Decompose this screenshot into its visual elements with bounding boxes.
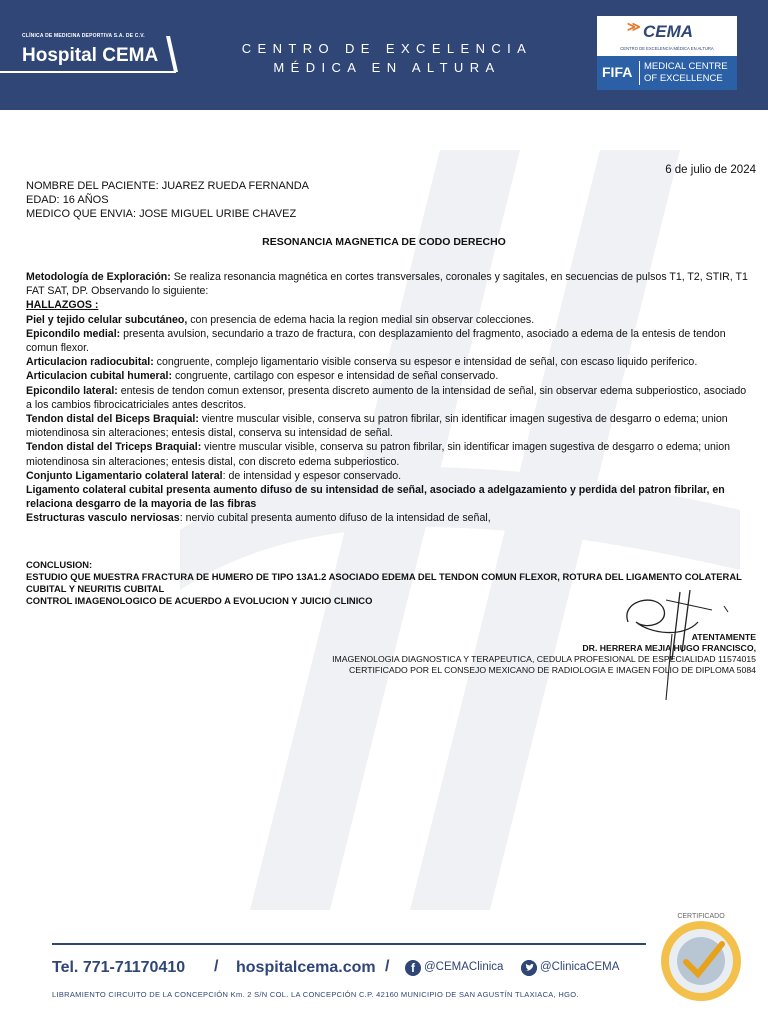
findings-heading: HALLAZGOS : — [26, 299, 99, 312]
patient-name-line — [26, 180, 309, 192]
fifa-logo-text: FIFA — [602, 64, 633, 80]
methodology-text: Se realiza resonancia magnética en cortes transversales, coronales y sagitales, en secuencias de pulsos T1, T2, STIR, T1 FAT SAT, DP. Observando lo siguiente: — [26, 271, 748, 298]
finding-label: Articulacion cubital humeral: — [26, 370, 172, 383]
finding-item — [26, 440, 751, 468]
finding-item — [26, 483, 751, 511]
center-motto — [232, 39, 542, 77]
finding-text: : nervio cubital presenta aumento difuso de la intensidad de señal, — [179, 512, 491, 525]
footer-separator: / — [385, 958, 390, 975]
footer-address: LIBRAMIENTO CIRCUITO DE LA CONCEPCIÓN Km. 2 S/N COL. LA CONCEPCIÓN C.P. 42160 MUNICIPIO DE SAN AGUSTÍN TLAXIACA, HGO. — [52, 990, 579, 999]
finding-text: vientre muscular visible, conserva su patron fibrilar, sin identificar imagen sugestiva de desgarro o edema; union miotendinosa sin alteraciones; entesis distal, conserva su intensidad de señal. — [26, 413, 728, 440]
twitter-icon — [521, 960, 537, 976]
conclusion-line-1: ESTUDIO QUE MUESTRA FRACTURA DE HUMERO DE TIPO 13A1.2 ASOCIADO EDEMA DEL TENDON COMUN FLEXOR, ROTURA DEL LIGAMENTO COLATERAL CUBITAL Y NEURITIS CUBITAL — [26, 571, 742, 594]
conclusion-heading: CONCLUSION: — [26, 559, 93, 570]
report-title: RESONANCIA MAGNETICA DE CODO DERECHO — [262, 236, 506, 248]
methodology-label: Metodología de Exploración: — [26, 271, 171, 283]
cema-swoosh-icon: ≫ — [627, 19, 641, 34]
facebook-icon: f — [405, 960, 421, 976]
footer-website: hospitalcema.com — [236, 959, 376, 976]
fifa-line-1: MEDICAL CENTRE — [644, 61, 728, 72]
footer-rule — [52, 943, 646, 945]
cema-subtitle: CENTRO DE EXCELENCIA MÉDICA EN ALTURA — [620, 46, 714, 51]
fifa-panel — [597, 56, 737, 90]
footer-twitter-handle: @ClinicaCEMA — [540, 961, 620, 973]
finding-label: Articulacion radiocubital: — [26, 356, 154, 369]
cema-logo-panel — [597, 16, 737, 56]
finding-label: Epicondilo lateral: — [26, 384, 118, 397]
footer-facebook-handle: @CEMAClinica — [424, 961, 504, 973]
conclusion-line-2: CONTROL IMAGENOLOGICO DE ACUERDO A EVOLUCION Y JUICIO CLINICO — [26, 595, 373, 606]
fifa-divider — [639, 61, 640, 85]
motto-line-1: CENTRO DE EXCELENCIA — [241, 41, 533, 56]
finding-text: vientre muscular visible, conserva su patron fibrilar, sin identificar imagen sugestiva de desgarro o edema; union miotendinosa sin alteraciones; entesis distal, con discreto edema subperiostico. — [26, 441, 731, 468]
finding-label: Epicondilo medial: — [26, 327, 121, 340]
finding-text: congruente, complejo ligamentario visible conserva su espesor e intensidad de señal, con escaso liquido periferico. — [153, 356, 698, 369]
finding-item — [26, 412, 751, 440]
fifa-medical-centre-text — [644, 61, 728, 84]
finding-text: con presencia de edema hacia la region medial sin observar colecciones. — [187, 313, 535, 326]
doctor-value: JOSE MIGUEL URIBE CHAVEZ — [139, 208, 297, 220]
finding-label: Tendon distal del Triceps Braquial: — [26, 441, 202, 454]
finding-label: Tendon distal del Biceps Braquial: — [26, 413, 199, 426]
cema-logo-text: CEMA — [643, 22, 694, 41]
certification-seal — [656, 906, 746, 1006]
signature-credential-1: IMAGENOLOGIA DIAGNOSTICA Y TERAPEUTICA, CEDULA PROFESIONAL DE ESPECIALIDAD 11574015 — [332, 654, 756, 664]
patient-value: JUAREZ RUEDA FERNANDA — [161, 180, 309, 192]
age-label: EDAD: — [26, 194, 60, 206]
finding-label: Estructuras vasculo nerviosas — [26, 512, 180, 525]
finding-text: : de intensidad y espesor conservado. — [222, 469, 402, 482]
finding-text: congruente, cartilago con espesor e intensidad de señal conservado. — [172, 370, 499, 383]
finding-label: Piel y tejido celular subcutáneo, — [26, 313, 188, 326]
finding-item — [26, 511, 751, 525]
fifa-cema-badge — [597, 16, 737, 90]
motto-line-2: MÉDICA EN ALTURA — [273, 60, 501, 75]
finding-label: Ligamento colateral cubital presenta aumento difuso de su intensidad de señal, asociado a adelgazamiento y perdida del patron fibrilar, en relaciona desgarro de la mayoria de las fibras — [26, 484, 725, 511]
hospital-name-logo: Hospital CEMA — [22, 45, 159, 66]
report-body — [26, 270, 751, 526]
finding-item — [26, 369, 751, 383]
report-date: 6 de julio de 2024 — [665, 164, 756, 176]
signature-doctor-name: DR. HERRERA MEJIA HUGO FRANCISCO, — [582, 643, 756, 653]
finding-text: presenta avulsion, secundario a trazo de fractura, con desplazamiento del fragmento, asociado a edema de la entesis de tendon comun flexor. — [26, 327, 726, 355]
footer-phone: Tel. 771-71170410 — [52, 959, 186, 976]
patient-age-line — [26, 194, 109, 206]
finding-label: Conjunto Ligamentario colateral lateral — [26, 469, 223, 482]
finding-item — [26, 313, 751, 327]
finding-text: entesis de tendon comun extensor, presenta discreto aumento de la intensidad de señal, sin observar edema subperiostico, asociado a los cambios fibrocicatriciales antes descritos. — [26, 384, 747, 411]
logo-slash-icon — [164, 36, 178, 72]
finding-item — [26, 469, 751, 483]
methodology-paragraph — [26, 270, 751, 298]
finding-item — [26, 355, 751, 369]
letterhead-banner — [0, 0, 768, 110]
hospital-legal-name: CLÍNICA DE MEDICINA DEPORTIVA S.A. DE C.V. — [22, 33, 145, 39]
fifa-line-2: OF EXCELLENCE — [644, 72, 723, 84]
age-value: 16 AÑOS — [62, 194, 109, 206]
signature-credential-2: CERTIFICADO POR EL CONSEJO MEXICANO DE RADIOLOGIA E IMAGEN FOLIO DE DIPLOMA 5084 — [349, 665, 756, 675]
signature-closing: ATENTAMENTE — [691, 632, 756, 642]
seal-label: CERTIFICADO — [677, 913, 725, 920]
referring-doctor-line — [26, 208, 296, 220]
finding-item — [26, 327, 751, 355]
logo-underline — [0, 71, 176, 73]
patient-label: NOMBRE DEL PACIENTE: — [26, 180, 159, 192]
footer-separator: / — [214, 958, 219, 975]
doctor-label: MEDICO QUE ENVIA: — [26, 208, 137, 220]
finding-item — [26, 384, 751, 412]
cema-watermark-graphic — [180, 150, 740, 910]
signature-block — [332, 632, 756, 676]
